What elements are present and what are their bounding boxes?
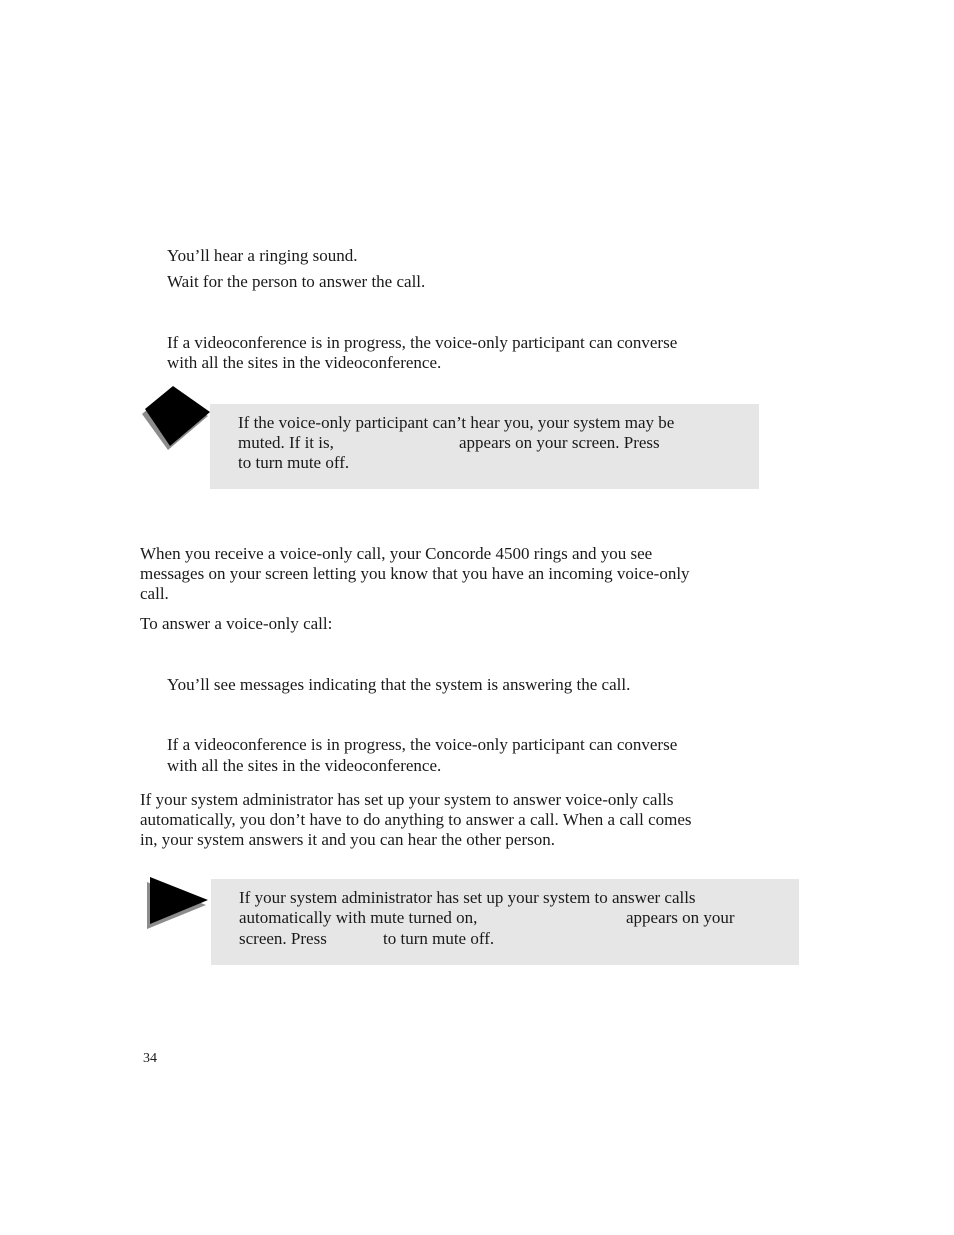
step-instruction-text: Wait for the person to answer the call. xyxy=(167,272,426,291)
note-line: If the voice-only participant can’t hear you, your system may be xyxy=(238,413,675,432)
note-arrow-icon xyxy=(144,873,210,933)
paragraph-line: When you receive a voice-only call, your Concorde 4500 rings and you see xyxy=(140,544,653,563)
note-line: to turn mute off. xyxy=(383,929,495,948)
note-line: appears on your xyxy=(626,908,735,927)
note-line: automatically with mute turned on, xyxy=(239,908,478,927)
paragraph-line: automatically, you don’t have to do anything to answer a call. When a call comes xyxy=(140,810,692,829)
note-line: to turn mute off. xyxy=(238,453,350,472)
note-line: If your system administrator has set up your system to answer calls xyxy=(239,888,696,907)
paragraph-line: messages on your screen letting you know that you have an incoming voice-only xyxy=(140,564,690,583)
page-number: 34 xyxy=(143,1051,157,1066)
note-diamond-icon xyxy=(138,384,214,456)
paragraph-line: If your system administrator has set up your system to answer voice-only calls xyxy=(140,790,674,809)
paragraph-line: with all the sites in the videoconference. xyxy=(167,756,442,775)
note-line: appears on your screen. Press xyxy=(459,433,660,452)
note-line: screen. Press xyxy=(239,929,327,948)
step-result-text: You’ll see messages indicating that the system is answering the call. xyxy=(167,675,631,694)
step-result-text: You’ll hear a ringing sound. xyxy=(167,246,358,265)
procedure-intro: To answer a voice-only call: xyxy=(140,614,333,633)
paragraph-line: If a videoconference is in progress, the voice-only participant can converse xyxy=(167,735,678,754)
paragraph-line: If a videoconference is in progress, the voice-only participant can converse xyxy=(167,333,678,352)
note-box-auto-answer xyxy=(211,879,799,965)
paragraph-line: with all the sites in the videoconference. xyxy=(167,353,442,372)
note-line: muted. If it is, xyxy=(238,433,334,452)
note-box-mute xyxy=(210,404,759,489)
paragraph-line: in, your system answers it and you can hear the other person. xyxy=(140,830,555,849)
paragraph-line: call. xyxy=(140,584,169,603)
